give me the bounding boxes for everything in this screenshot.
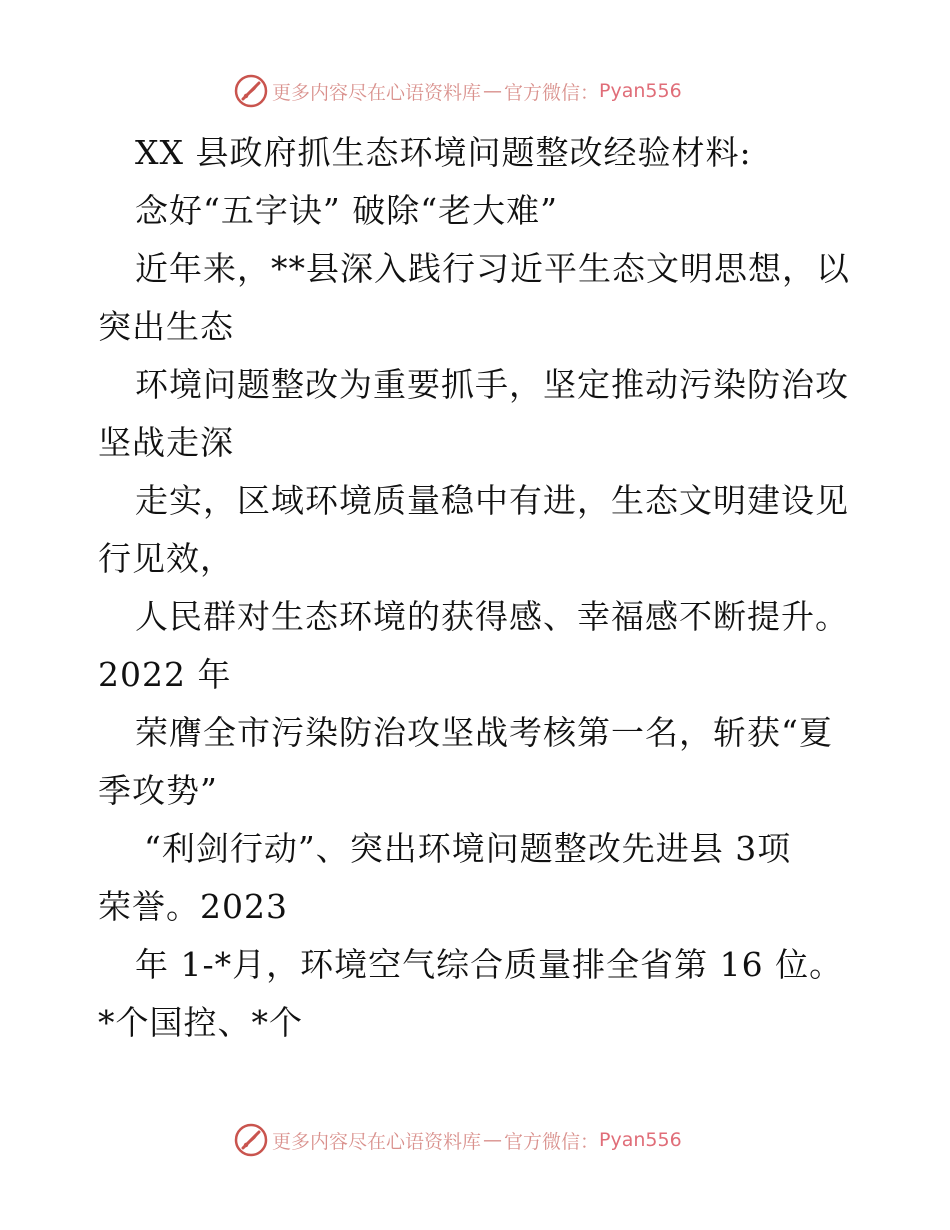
paragraph-line: 荣誉。2023: [98, 887, 288, 926]
paragraph-line: 近年来，**县深入践行习近平生态文明思想，以: [135, 249, 850, 288]
paragraph-line: 人民群对生态环境的获得感、幸福感不断提升。: [135, 597, 849, 636]
watermark-text: 更多内容尽在心语资料库: [272, 1130, 482, 1153]
document-title-line-1: XX 县政府抓生态环境问题整改经验材料:: [135, 133, 752, 172]
watermark-wechat-label: 官方微信：: [504, 81, 600, 104]
quill-logo-icon: [234, 1123, 268, 1157]
paragraph-line: 2022 年: [98, 655, 232, 694]
document-title-line-2: 念好“五字诀” 破除“老大难”: [135, 191, 558, 230]
paragraph-line: 走实，区域环境质量稳中有进，生态文明建设见: [135, 481, 849, 520]
footer-watermark: [234, 1122, 682, 1158]
watermark-dash: —: [483, 80, 503, 102]
paragraph-line: 季攻势”: [98, 771, 218, 810]
paragraph-line: 荣膺全市污染防治攻坚战考核第一名，斩获“夏: [135, 713, 833, 752]
watermark-text: 更多内容尽在心语资料库: [272, 81, 482, 104]
watermark-wechat-label: 官方微信：: [504, 1130, 600, 1153]
watermark-wechat-id: Pyan556: [599, 80, 682, 102]
watermark-wechat-id: Pyan556: [599, 1129, 682, 1151]
paragraph-line: 年 1-*月，环境空气综合质量排全省第 16 位。: [135, 945, 844, 984]
document-body: [98, 124, 858, 1052]
paragraph-line: 突出生态: [98, 307, 234, 346]
paragraph-line: 行见效，: [98, 539, 234, 578]
header-watermark: [234, 73, 682, 109]
paragraph-line: *个国控、*个: [98, 1003, 303, 1042]
paragraph-line: 坚战走深: [98, 423, 234, 462]
paragraph-line: “利剑行动”、突出环境问题整改先进县 3项: [144, 829, 792, 868]
watermark-dash: —: [483, 1129, 503, 1151]
quill-logo-icon: [234, 74, 268, 108]
paragraph-line: 环境问题整改为重要抓手，坚定推动污染防治攻: [135, 365, 849, 404]
